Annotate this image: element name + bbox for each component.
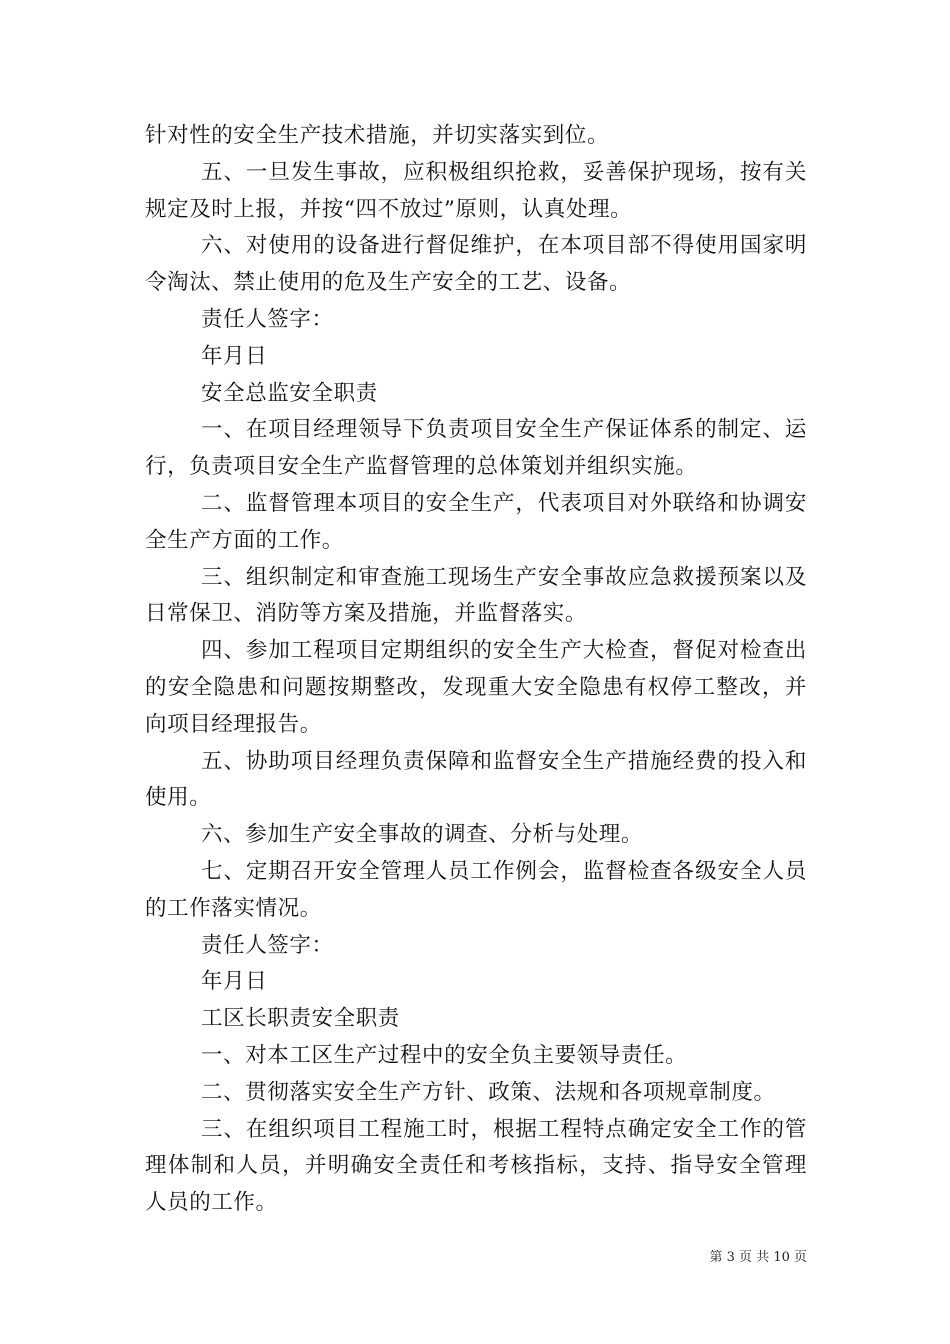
paragraph-19: 三、在组织项目工程施工时，根据工程特点确定安全工作的管理体制和人员，并明确安全责任和考核指标，支持、指导安全管理人员的工作。 [145,1116,807,1216]
paragraph-2: 五、一旦发生事故，应积极组织抢救，妥善保护现场，按有关规定及时上报，并按“四不放过”原则，认真处理。 [145,159,807,222]
page-number: 第 3 页 共 10 页 [709,1250,807,1265]
signature-line: 责任人签字： [201,306,334,332]
paragraph-13: 七、定期召开安全管理人员工作例会，监督检查各级安全人员的工作落实情况。 [145,858,807,921]
paragraph-7: 一、在项目经理领导下负责项目安全生产保证体系的制定、运行，负责项目安全生产监督管理的总体策划并组织实施。 [145,417,807,480]
paragraph-3: 六、对使用的设备进行督促维护，在本项目部不得使用国家明令淘汰、禁止使用的危及生产安全的工艺、设备。 [145,233,807,296]
paragraph-18: 二、贯彻落实安全生产方针、政策、法规和各项规章制度。 [201,1079,776,1105]
date-line: 年月日 [201,343,268,369]
document-body [145,118,807,1222]
paragraph-1: 针对性的安全生产技术措施，并切实落实到位。 [145,123,610,148]
paragraph-11: 五、协助项目经理负责保障和监督安全生产措施经费的投入和使用。 [145,748,807,811]
section-heading-safety-director: 安全总监安全职责 [201,380,378,406]
paragraph-8: 二、监督管理本项目的安全生产，代表项目对外联络和协调安全生产方面的工作。 [145,490,807,553]
date-line: 年月日 [201,969,268,995]
paragraph-10: 四、参加工程项目定期组织的安全生产大检查，督促对检查出的安全隐患和问题按期整改，发现重大安全隐患有权停工整改，并向项目经理报告。 [145,638,807,737]
paragraph-9: 三、组织制定和审查施工现场生产安全事故应急救援预案以及日常保卫、消防等方案及措施，并监督落实。 [145,564,807,627]
section-heading-work-area-chief: 工区长职责安全职责 [201,1006,400,1032]
paragraph-17: 一、对本工区生产过程中的安全负主要领导责任。 [201,1042,688,1068]
signature-line: 责任人签字： [201,932,334,958]
paragraph-12: 六、参加生产安全事故的调查、分析与处理。 [201,822,644,848]
